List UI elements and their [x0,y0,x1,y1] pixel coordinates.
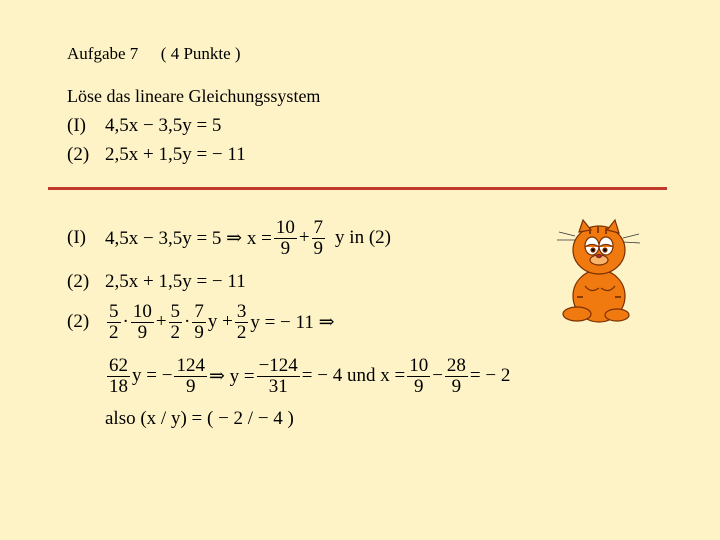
fraction [174,356,207,397]
denominator: 31 [268,375,288,397]
operator: + [298,227,310,249]
solution-line-3 [67,302,335,343]
fraction [107,356,130,397]
numerator: −124 [258,355,298,376]
numerator: 7 [194,301,204,322]
denominator: 9 [313,237,324,259]
fraction [257,356,300,397]
solution-line-2 [67,271,246,293]
fraction [169,302,183,343]
numerator: 62 [109,355,128,376]
fraction [274,218,297,259]
numerator: 7 [313,217,324,238]
equation-text: = − 4 und x = [301,365,406,387]
equation-text: 4,5x − 3,5y = 5 [105,115,222,136]
equation-label: (2) [67,144,90,165]
task-equation-2 [67,144,246,166]
denominator: 2 [170,321,181,343]
fraction [312,218,326,259]
equation-text: y + [207,311,233,333]
solution-line-1 [67,218,391,259]
equation-text: ⇒ y = [208,365,255,387]
equation-label: (2) [67,271,90,292]
denominator: 9 [185,375,196,397]
equation-text: 4,5x − 3,5y = 5 ⇒ x = [105,227,272,249]
operator: + [155,311,167,333]
numerator: 124 [176,355,205,376]
fraction [192,302,206,343]
fraction [235,302,249,343]
operator: · [184,311,191,333]
equation-label: (2) [67,311,90,333]
operator: · [122,311,129,333]
numerator: 5 [170,301,181,322]
denominator: 18 [109,375,128,397]
equation-text: 2,5x + 1,5y = − 11 [105,144,246,165]
equation-label: (I) [67,115,86,136]
numerator: 10 [409,355,429,376]
equation-label: (I) [67,227,86,249]
denominator: 9 [413,375,424,397]
numerator: 10 [132,301,152,322]
fraction [107,302,121,343]
equation-text: y = − [132,365,173,387]
denominator: 2 [109,321,119,343]
numerator: 28 [446,355,466,376]
numerator: 5 [109,301,119,322]
equation-text: = − 2 [469,365,511,387]
solution-line-4 [105,356,510,397]
task-equation-1 [67,115,221,137]
task-title [67,44,241,64]
divider-rule [48,187,667,190]
operator: − [432,365,443,387]
equation-text: 2,5x + 1,5y = − 11 [105,271,246,292]
fraction [131,302,154,343]
equation-text: y in (2) [335,227,391,249]
task-intro: Löse das lineare Gleichungssystem [67,86,321,106]
equation-text: y = − 11 ⇒ [250,311,335,333]
denominator: 2 [236,321,247,343]
solution-line-5 [105,408,294,430]
numerator: 10 [275,217,295,238]
fraction [407,356,430,397]
task-number: Aufgabe 7 [67,44,139,63]
denominator: 9 [194,321,204,343]
cartoon-cat-icon [555,216,641,326]
task-points: ( 4 Punkte ) [160,44,241,63]
equation-text: also (x / y) = ( − 2 / − 4 ) [105,408,294,429]
numerator: 3 [236,301,247,322]
denominator: 9 [451,375,462,397]
denominator: 9 [137,321,148,343]
fraction [445,356,468,397]
denominator: 9 [280,237,291,259]
